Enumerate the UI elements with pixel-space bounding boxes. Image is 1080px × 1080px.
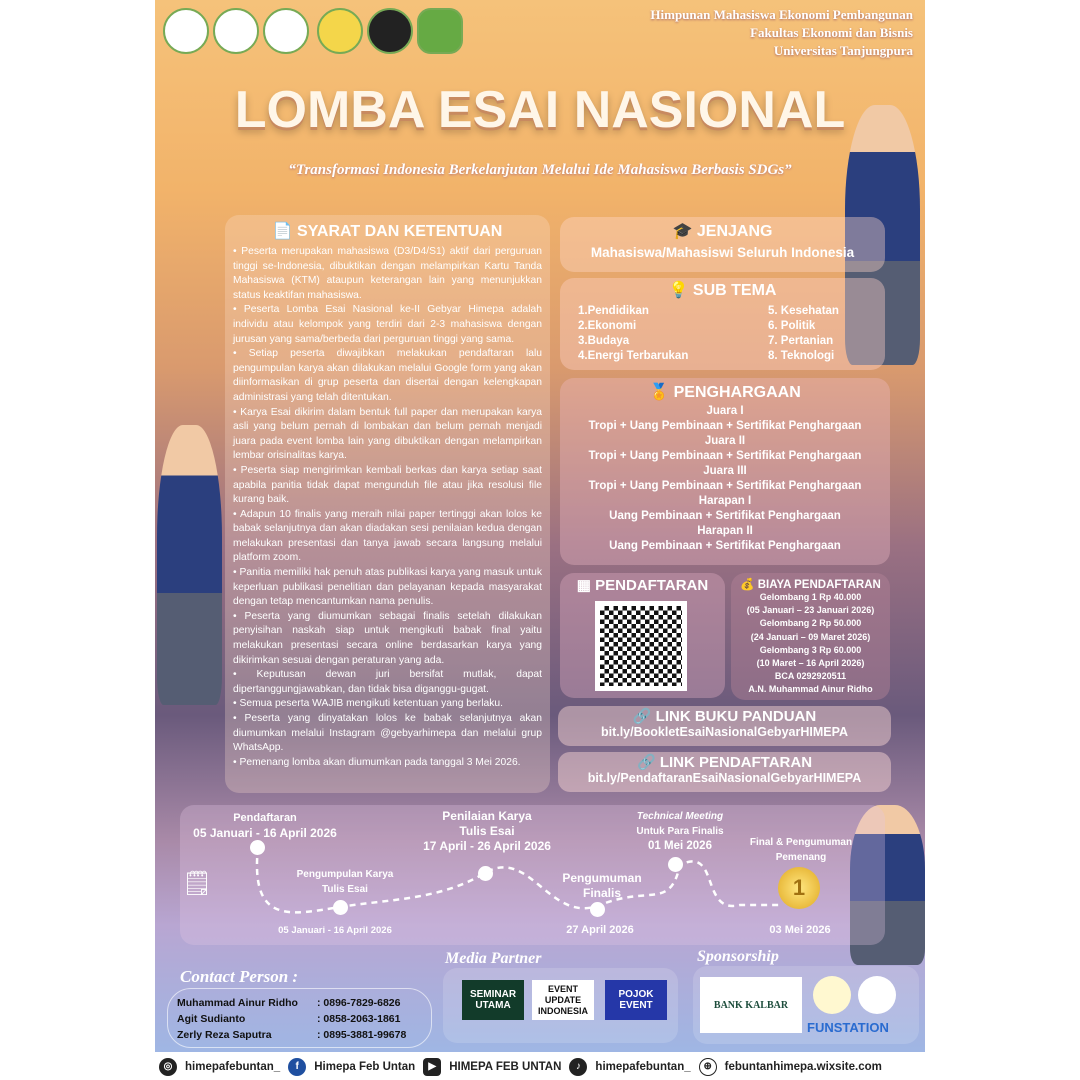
instagram-icon: ◎ [159, 1058, 177, 1076]
youtube-handle[interactable]: HIMEPA FEB UNTAN [449, 1060, 562, 1073]
logo-himepa [263, 8, 309, 54]
sponsorship-heading: Sponsorship [697, 948, 779, 965]
tl-date: 05 Januari - 16 April 2026 [193, 826, 337, 840]
list-item: • Karya Esai dikirim dalam bentuk full paper dan merupakan karya asli yang belum pernah di lombakan dan belum pernah menjadi juara pada event lomba lain yang dibuktikan dengan melampirkan lembar orisinalitas karya. [233, 406, 542, 464]
contact-phone[interactable]: : 0895-3881-99678 [317, 1029, 407, 1041]
list-item: Uang Pembinaan + Sertifikat Penghargaan [609, 540, 841, 552]
list-item: Harapan I [698, 495, 752, 507]
tl-date: 17 April - 26 April 2026 [423, 839, 551, 853]
list-item: • Adapun 10 finalis yang meraih nilai paper tertinggi akan lolos ke babak selanjutnya dan akan diadakan sesi penilaian kedua dengan melakukan presentasi dan tanya jawab secara langsung melalui platform zoom. [233, 508, 542, 566]
list-item: • Semua peserta WAJIB mengikuti ketentuan yang berlaku. [233, 697, 542, 712]
link-daftar-title: LINK PENDAFTARAN [659, 754, 813, 771]
timeline-dot [333, 900, 348, 915]
contact-phone[interactable]: : 0896-7829-6826 [317, 997, 401, 1009]
syarat-title: SYARAT DAN KETENTUAN [297, 223, 503, 240]
timeline-dot [250, 840, 265, 855]
pendaftaran-panel [560, 573, 725, 698]
biaya-panel [731, 573, 890, 700]
tl-date: 01 Mei 2026 [648, 840, 712, 852]
qr-code[interactable] [595, 601, 687, 691]
media-partner-logo: EVENT UPDATE INDONESIA [532, 980, 594, 1020]
character-illustration [157, 425, 222, 705]
contact-list [177, 995, 406, 1043]
sponsor-logo: BANK KALBAR [700, 977, 802, 1033]
list-item: Gelombang 3 Rp 60.000 [759, 644, 862, 655]
list-item: Tropi + Uang Pembinaan + Sertifikat Penghargaan [588, 420, 862, 432]
jenjang-value: Mahasiswa/Mahasiswi Seluruh Indonesia [590, 245, 855, 260]
sponsor-logo [813, 976, 851, 1014]
link-daftar-url[interactable]: bit.ly/PendaftaranEsaiNasionalGebyarHIMEPA [587, 771, 862, 785]
youtube-icon: ▶ [423, 1058, 441, 1076]
tl-pengumpulan [280, 867, 410, 897]
tl-label: Tulis Esai [322, 884, 368, 895]
jenjang-panel [560, 217, 885, 272]
tiktok-handle[interactable]: himepafebuntan_ [595, 1060, 691, 1073]
list-item: 3.Budaya [578, 335, 630, 347]
list-item: Harapan II [697, 525, 753, 537]
list-item: (24 Januari – 09 Maret 2026) [750, 631, 871, 642]
tl-label: Untuk Para Finalis [636, 826, 724, 837]
link-buku-heading: 🔗 LINK BUKU PANDUAN [632, 708, 817, 725]
tl-pengumuman [552, 871, 652, 901]
tl-pendaftaran [180, 811, 350, 841]
list-item: Tropi + Uang Pembinaan + Sertifikat Penghargaan [588, 450, 862, 462]
organizer [650, 6, 913, 60]
media-partner-heading: Media Partner [445, 950, 542, 967]
media-partner-logo: POJOK EVENT [605, 980, 667, 1020]
list-item: Gelombang 1 Rp 40.000 [759, 592, 862, 602]
timeline-dot [590, 902, 605, 917]
subtema-panel [560, 278, 885, 370]
contact-row [177, 1027, 406, 1043]
tl-label: Final & Pengumuman [749, 837, 853, 848]
contact-row [177, 995, 406, 1011]
org-line: Fakultas Ekonomi dan Bisnis [750, 25, 913, 40]
list-item: • Keputusan dewan juri bersifat mutlak, dapat dipertanggungjawabkan, dan tidak bisa diganggu-gugat. [233, 668, 542, 697]
logo-partner [317, 8, 363, 54]
tl-label: Pengumpulan Karya [296, 869, 394, 880]
tl-date: 03 Mei 2026 [769, 924, 831, 936]
facebook-handle[interactable]: Himepa Feb Untan [314, 1060, 416, 1073]
website-link[interactable]: febuntanhimepa.wixsite.com [724, 1060, 882, 1073]
sponsor-funstation: FUNSTATION [807, 1020, 889, 1035]
penghargaan-list [560, 404, 890, 554]
subtema-title: SUB TEMA [692, 282, 777, 299]
logo-gebyar [417, 8, 463, 54]
contact-row [177, 1011, 406, 1027]
subtema-list-left [578, 304, 688, 364]
subtema-list-right [768, 304, 839, 364]
penghargaan-panel [560, 378, 890, 565]
list-item: • Peserta Lomba Esai Nasional ke-II Gebyar Himepa adalah individu atau kelompok yang terdiri dari 2-3 mahasiswa dengan jurusan yang sama/berbeda dari perguruan tinggi yang sama. [233, 303, 542, 347]
tl-label: Technical Meeting [636, 811, 724, 822]
list-item: 6. Politik [768, 320, 816, 332]
social-footer [155, 1053, 925, 1080]
list-item: 4.Energi Terbarukan [578, 350, 689, 362]
biaya-heading: 💰 BIAYA PENDAFTARAN [740, 579, 881, 591]
logo-feb [213, 8, 259, 54]
tl-label: Pemenang [775, 852, 827, 863]
list-item: • Pemenang lomba akan diumumkan pada tanggal 3 Mei 2026. [233, 756, 542, 771]
biaya-title: BIAYA PENDAFTARAN [757, 579, 881, 591]
logo-untan [163, 8, 209, 54]
penghargaan-heading: 🏅 PENGHARGAAN [649, 384, 801, 401]
sponsor-logo [858, 976, 896, 1014]
list-item: A.N. Muhammad Ainur Ridho [748, 684, 873, 695]
syarat-list [233, 245, 542, 770]
list-item: • Peserta siap mengirimkan kembali berkas dan karya setiap saat apabila panitia tidak dapat mengunduh file atau jika resolusi file kurang baik. [233, 464, 542, 508]
jenjang-title: JENJANG [696, 223, 773, 240]
contact-name: Muhammad Ainur Ridho [177, 997, 298, 1009]
link-buku-panduan[interactable] [558, 706, 891, 746]
penghargaan-title: PENGHARGAAN [673, 384, 801, 401]
syarat-panel [225, 215, 550, 793]
media-partner-logo: SEMINAR UTAMA [462, 980, 524, 1020]
tl-label: Pengumuman [562, 871, 642, 885]
pendaftaran-heading: ▦ PENDAFTARAN [576, 577, 709, 594]
link-buku-url[interactable]: bit.ly/BookletEsaiNasionalGebyarHIMEPA [600, 725, 849, 739]
timeline-dot [668, 857, 683, 872]
pendaftaran-title: PENDAFTARAN [595, 577, 709, 594]
list-item: BCA 0292920511 [774, 671, 847, 682]
medal-icon: 1 [778, 867, 820, 909]
list-item: 2.Ekonomi [578, 320, 637, 332]
list-item: Juara I [706, 405, 744, 417]
contact-name: Zerly Reza Saputra [177, 1029, 272, 1041]
list-item: Tropi + Uang Pembinaan + Sertifikat Penghargaan [588, 480, 862, 492]
list-item: Juara III [703, 465, 747, 477]
instagram-handle[interactable]: himepafebuntan_ [185, 1060, 281, 1073]
tl-label: Penilaian Karya [442, 809, 532, 823]
logo-partner-2 [367, 8, 413, 54]
tl-label: Tulis Esai [459, 824, 515, 838]
org-line: Universitas Tanjungpura [773, 43, 913, 58]
list-item: • Panitia memiliki hak penuh atas publikasi karya yang masuk untuk keperluan publikasi penelitian dan pelayanan kepada masyarakat dengan tetap mencantumkan nama penulis. [233, 566, 542, 610]
contact-name: Agit Sudianto [177, 1013, 246, 1025]
tl-final [742, 835, 860, 865]
tl-tm [628, 809, 732, 854]
link-buku-title: LINK BUKU PANDUAN [655, 708, 817, 725]
link-daftar-heading: 🔗 LINK PENDAFTARAN [636, 754, 813, 771]
contact-phone[interactable]: : 0858-2063-1861 [317, 1013, 401, 1025]
list-item: 1.Pendidikan [578, 305, 649, 317]
tl-date: 27 April 2026 [566, 924, 634, 936]
timeline-dot [478, 866, 493, 881]
tiktok-icon: ♪ [569, 1058, 587, 1076]
list-item: • Peserta merupakan mahasiswa (D3/D4/S1) aktif dari perguruan tinggi se-Indonesia, dibuktikan dengan melampirkan Kartu Tanda Mahasiswa (KTM) ataupun keterangan lain yang menunjukkan status keaktifan mahasiswa. [233, 245, 542, 303]
tl-label: Pendaftaran [233, 812, 297, 824]
list-item: • Setiap peserta diwajibkan melakukan pendaftaran lalu pengumpulan karya akan dilakukan melalui Google form yang akan diinformasikan di grup peserta dan disertai dengan kelengkapan administrasi yang telah ditentukan. [233, 347, 542, 405]
page-title: LOMBA ESAI NASIONAL [234, 81, 846, 139]
org-line: Himpunan Mahasiswa Ekonomi Pembangunan [650, 7, 913, 22]
facebook-icon: f [288, 1058, 306, 1076]
list-item: Juara II [704, 435, 746, 447]
contact-heading: Contact Person : [180, 967, 299, 986]
link-pendaftaran[interactable] [558, 752, 891, 792]
globe-icon: ⊕ [699, 1058, 717, 1076]
timeline-panel [180, 805, 885, 945]
syarat-heading: 📄 SYARAT DAN KETENTUAN [272, 223, 503, 240]
biaya-list [731, 591, 890, 697]
jenjang-heading: 🎓 JENJANG [672, 223, 773, 240]
poster [155, 0, 925, 1052]
document-icon: 🗒 [182, 870, 213, 897]
theme: “Transformasi Indonesia Berkelanjutan Melalui Ide Mahasiswa Berbasis SDGs” [288, 162, 792, 178]
list-item: 7. Pertanian [768, 335, 834, 347]
list-item: (05 Januari – 23 Januari 2026) [746, 605, 875, 616]
list-item: (10 Maret – 16 April 2026) [756, 658, 865, 669]
tl-label: Finalis [582, 886, 621, 900]
list-item: Uang Pembinaan + Sertifikat Penghargaan [609, 510, 841, 522]
tl-date: 05 Januari - 16 April 2026 [278, 925, 392, 936]
list-item: Gelombang 2 Rp 50.000 [759, 618, 862, 629]
subtema-heading: 💡 SUB TEMA [668, 282, 777, 299]
list-item: 8. Teknologi [768, 350, 835, 362]
list-item: • Peserta yang dinyatakan lolos ke babak selanjutnya akan diumumkan melalui Instagram @gebyarhimepa dan melalui grup WhatsApp. [233, 712, 542, 756]
list-item: • Peserta yang diumumkan sebagai finalis setelah dilakukan penyisihan naskah siap untuk mengikuti babak final yaitu melakukan presentasi secara online berdasarkan karya yang dikirimkan sesuai dengan peraturan yang ada. [233, 610, 542, 668]
tl-penilaian [412, 809, 562, 854]
list-item: 5. Kesehatan [768, 305, 839, 317]
